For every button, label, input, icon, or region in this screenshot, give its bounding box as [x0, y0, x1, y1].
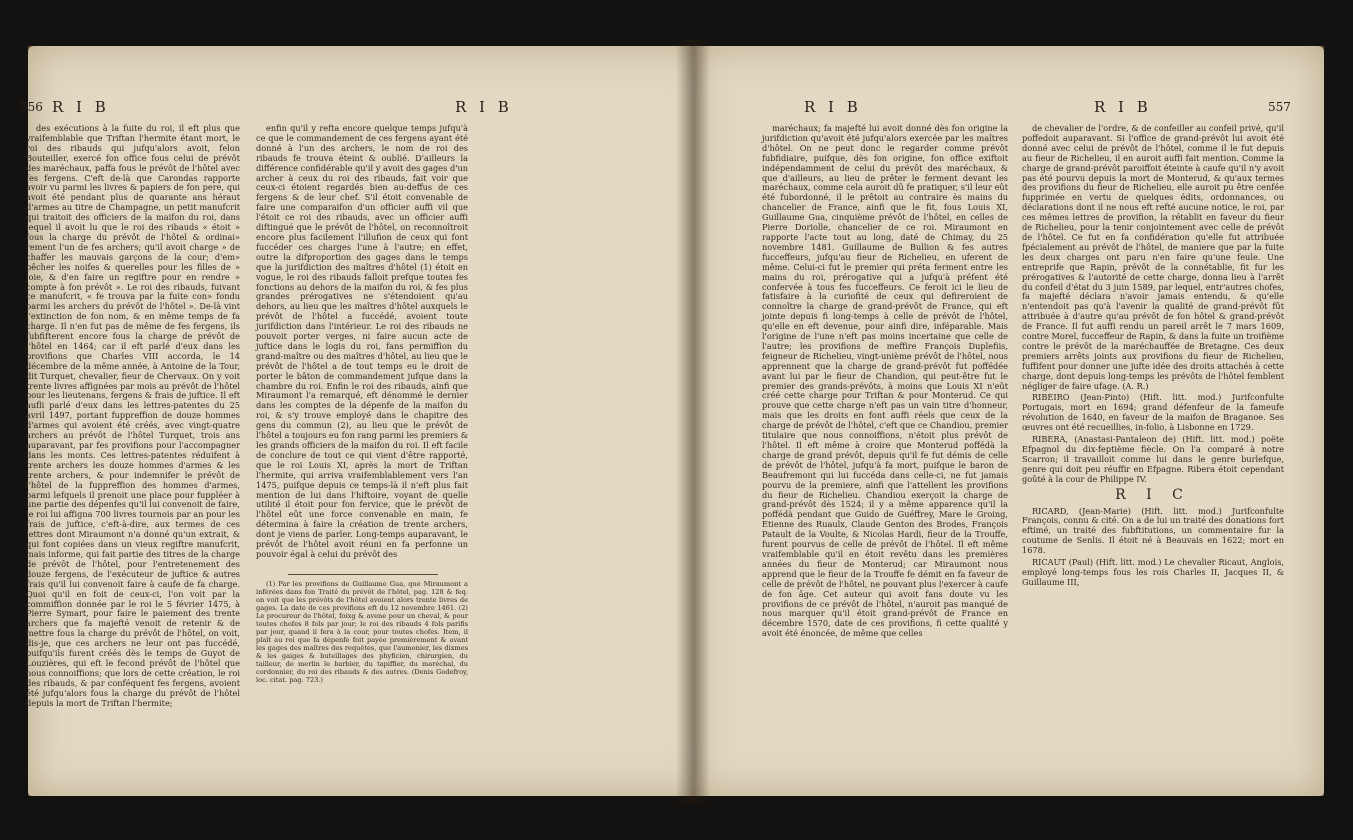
entry-ricaut: RICAUT (Paul) (Hift. litt. mod.) Le chevalier Ricaut, Anglois, employé long-temps fous les rois Charles II, Jacques II, & Guillaume III,	[1022, 557, 1284, 587]
right-column-1	[762, 124, 1008, 840]
paragraph: maréchaux; fa majefté lui avoit donné dès fon origine la jurifdiction qu'avoit été jufqu'alors exercée par les maîtres d'hôtel. On ne peut donc le regarder comme prévôt fubfidiaire, puifque, dès fon origine, fon office exiftoit indépendamment de celui du prévôt des maréchaux, & que d'ailleurs, au lieu de prêter le ferment devant les maréchaux, comme cela auroit dû fe pratiquer, s'il leur eût été fubordonné, il le prêtoit au contraire ès mains du chancelier de France, ainfi que le fit, fous Louis XI, Guillaume Gua, cinquième prévôt de l'hôtel, en celles de Pierre Doriolle, chancelier de ce roi. Miraumont en rapporte l'acte tout au long, daté de Chimay, du 25 novembre 1481. Guillaume de Bullion & fes autres fucceffeurs, jufqu'au fieur de Richelieu, en uferent de même. Celui-ci fut le premier qui préta ferment entre les mains du roi, prérogative qui a jufqu'à préfent été confervée à tous fes fucceffeurs. Ce feroit ici le lieu de fatisfaire à la curiofité de ceux qui defireroient de connoître la charge de grand-prévôt de France, qui eft jointe depuis fi long-temps à celle de prévôt de l'hôtel, qu'elle en eft devenue, pour ainfi dire, inféparable. Mais l'origine de l'une n'eft pas moins incertaine que celle de l'autre; les provifions de meffire François Duplefiis, feigneur de Richelieu, vingt-unième prévôt de l'hôtel, nous apprennent que la charge de grand-prévôt fut poffédée avant lui par le fieur de Chandion, qui peut-être fut le premier des grands-prévôts, à moins que Louis XI n'eût créé cette charge pour Triftan & pour Monterud. Ce qui prouve que cette charge n'eft pas un vain titre d'honneur, mais que les droits en font auffi réels que ceux de la charge de prévôt de l'hôtel, c'eft que ce Chandiou, premier titulaire que nous connoiffions, n'étoit plus prévôt de l'hôtel. Il eft même à croire que Monterud poffédà la charge de grand prévôt, depuis qu'il fe fut démis de celle de prévôt de l'hôtel, jufqu'à fa mort, puifque le baron de Beaufremont qui lui fuccéda dans celle-ci, ne fut jamais pourvu de la premiere, ainfi que l'attellent les provifions du fieur de Richelieu. Chandiou exerçoit la charge de grand-prévôt dès 1524; il y a même apparence qu'il la poffédà pendant que Guido de Guéffrey, Mare le Groing, Etienne des Ruaulx, Claude Genton des Brodes, François Patault de la Voulte, & Nicolas Hardi, fieur de la Trouffe, furent pourvus de celle de prévôt de l'hôtel. Il eft même vraifemblable qu'il en étoit revêtu dans les premières années du fieur de Monterud; car Miraumont nous apprend que le fieur de la Trouffe fe démit en fa faveur de celle de prévôt de l'hôtel, ne pouvant plus l'exercer à caufe de fon âge. Cet auteur qui avoit fans doute vu les provifions de ce prévôt de l'hôtel, n'auroit pas manqué de nous marquer qu'il étoit grand-prévôt de France en décembre 1570, date de ces provifions, fi cette qualité y avoit été énoncée, de même que celles	[762, 123, 1008, 639]
right-column-2	[1022, 124, 1284, 840]
paragraph: de chevalier de l'ordre, & de confeiller au confeil privé, qu'il poffedoit auparavant. Si l'office de grand-prévôt lui avoit été donné avec celui de prévôt de l'hôtel, comme il le fut depuis au fieur de Richelieu, il en auroit auffi fait mention. Comme la charge de grand-prévôt paroiffoit éteinte à caufe qu'il n'y avoit pas été pourvu depuis la mort de Monterud, & qu'aux termes des provifions du fieur de Richelieu, elle auroit pu être cenfée fupprimée en vertu de quelques édits, ordonnances, ou déclarations dont il ne nous eft refté aucune notice, le roi, par ces mêmes lettres de provifion, la rétablit en faveur du fieur de Richelieu, pour la tenir conjointement avec celle de prévôt de l'hôtel. Ce fut en fa confidération qu'elle fut attribuée fpécialement au prévôt de l'hôtel, de maniere que par la fuite les deux charges ont paru n'en faire qu'une feule. Une entreprife que Rapin, prévôt de la connétablie, fit fur les prérogatives & l'autorité de cette charge, donna lieu à l'arrêt du confeil d'état du 3 juin 1589, par lequel, entr'autres chofes, fa majefté déclara n'avoir jamais entendu, & qu'elle n'entendoit pas qu'à l'avenir la qualité de grand-prévôt fût attribuée à d'autre qu'au prévôt de fon hôtel & grand-prévôt de France. Il fut auffi rendu un pareil arrêt le 7 mars 1609, contre Morel, fucceffeur de Rapin, & dans la fuite un troifième contre le prévôt de la maréchauffée de Bretagne. Ces deux premiers arrêts joints aux provifions du fieur de Richelieu, fuffifent pour donner une jufte idée des droits attachés à cette charge, dont depuis long-temps les prévôts de l'hôtel femblent négliger de faire ufage. (A. R.)	[1022, 123, 1284, 391]
footnotes	[256, 580, 468, 810]
entry-ricard: RICARD, (Jean-Marie) (Hift. litt. mod.) Jurifconfulte François, connu & cité. On a de lui un traité des donations fort eftimé, un traité des fubftitutions, un commentaire fur la coutume de Senlis. Il étoit né à Beauvais en 1622; mort en 1678.	[1022, 505, 1284, 556]
paragraph: enfin qu'il y refta encore quelque temps jufqu'à ce que le commandement de ces fergens ayant été donné à l'un des archers, le nom de roi des ribauds fe trouva éteint & oublié. D'ailleurs la différence confidérable qu'il y avoit des gages d'un archer à ceux du roi des ribauds, fait voir que ceux-ci étoient regardés bien au-deffus de ces fergens & de leur chef. S'il étoit convenable de faire une comparaifon d'un officier auffi vil que l'étoit ce roi des ribauds, avec un officier auffi diftingué que le prévôt de l'hôtel, on reconnoîtroit encore plus facilement l'illufion de ceux qui font fuccéder ces charges l'une à l'autre; en effet, outre la difproportion des gages dans le temps que la jurifdiction des maîtres d'hôtel (1) étoit en vogue, le roi des ribauds falloit prefque toutes fes fonctions au dehors de la maifon du roi, & fes plus grandes prérogatives ne s'étendoient qu'au dehors, au lieu que les maîtres d'hôtel auxquels le prévôt de l'hôtel a fuccédé, avoient toute jurifdiction dans l'intérieur. Le roi des ribauds ne pouvoit porter verges, ni faire aucun acte de juftice dans le logis du roi, fans permiffion du grand-maître ou des maîtres d'hôtel, au lieu que le prévôt de l'hôtel a de tout temps eu le droit de porter le bâton de commandement jufque dans la chambre du roi. Enfin le roi des ribauds, ainfi que Miraumont l'a remarqué, eft dénommé le dernier dans les comptes de la dépenfe de la maifon du roi, & s'y trouve employé dans le chapitre des gens du commun (2), au lieu que le prévôt de l'hôtel a toujours eu fon rang parmi les premiers & les grands officiers de la maifon du roi. Il eft facile de conclure de tout ce qui vient d'être rapporté, que le roi Louis XI, après la mort de Triftan l'hermite, qui arriva vraifemblablement vers l'an 1475, puifque depuis ce temps-là il n'eft plus fait mention de lui dans l'hiftoire, voyant de quelle utilité il étoit pour fon fervice, que le prévôt de l'hôtel eût une force convenable en main, fe détermina à faire la création de trente archers, dont je viens de parler. Long-temps auparavant, le prévôt de l'hôtel avoit réuni en fa perfonne un pouvoir égal à celui du prévôt des	[256, 123, 468, 559]
footnote-rule	[288, 574, 438, 575]
right-page	[694, 46, 1324, 796]
running-head-right-2: R I B	[1094, 98, 1152, 116]
page-number-left: 556	[20, 100, 43, 114]
entry-ribeiro: RIBEIRO (Jean-Pinto) (Hift. litt. mod.) Jurifconfulte Portugais, mort en 1694; grand défenfeur de la fameufe révolution de 1640, en faveur de la maifon de Braganoe. Ses œuvres ont été recueillies, in-folio, à Lisbonne en 1729.	[1022, 392, 1284, 433]
entry-ribera: RIBERA, (Anastasi-Pantaleon de) (Hift. litt. mod.) poëte Efpagnol du dix-feptième fiècle. On l'a comparé à notre Scarron; il travailloit comme lui dans le genre burlefque, genre qui doit peu réuffir en Efpagne. Ribera étoit cependant goûté à la cour de Philippe IV.	[1022, 434, 1284, 484]
page-number-right: 557	[1268, 100, 1291, 114]
paragraph: des exécutions à la fuite du roi, il eft plus que vraifemblable que Triftan l'hermite étant mort, le roi des ribauds qui jufqu'alors avoit, felon Bouteiller, exercé fon office fous celui de prévôt des maréchaux, paffa fous le prévôt de l'hôtel avec fes fergens. C'eft de-là que Carondas rapporte avoir vu parmi les livres & papiers de fon pere, qui avoit été pendant plus de quarante ans héraut d'armes au titre de Champagne, un petit manufcrit qui traitoit des officiers de la maifon du roi, dans lequel il avoit lu que le roi des ribauds « étoit » fous la charge du prévôt de l'hôtel & ordinai» rement l'un de fes archers; qu'il avoit charge » de chaffer les mauvais garçons de la cour; d'em» pêcher les noifes & querelles pour les filles de » joie, & d'en faire un regiftre pour en rendre » compte à fon prévôt ». Le roi des ribauds, fuivant ce manufcrit, « fe trouva par la fuite con» fondu parmi les archers du prévôt de l'hôtel ». De-là vint l'extinction de fon nom, & en même temps de fa charge. Il n'en fut pas de même de fes fergens, ils fubfifterent encore fous la charge de prévôt de l'hôtel en 1464; car il eft parlé d'eux dans les provifions que Charles VIII accorda, le 14 décembre de la même année, à Antoine de la Tour, dit Turquet, chevalier, fieur de Chervaux. On y voit trente livres affignées par mois au prévôt de l'hôtel pour les lieutenans, fergens & frais de juftice. Il eft aufli parlé d'eux dans les lettres-patentes du 25 avril 1497, portant fuppreffion de douze hommes d'armes qui avoient été créés, avec vingt-quatre archers au prévôt de l'hôtel Turquet, trois ans auparavant, par fes provifions pour l'accompagner dans les monts. Ces lettres-patentes réduifent à trente archers les douze hommes d'armes & les trente archers, & pour indemnifer le prévôt de l'hôtel de la fuppreffion des hommes d'armes, parmi lefquels il prenoit une place pour fuppléer à une partie des dépenfes qu'il lui convenoit de faire, le roi lui affigna 700 livres tournois par an pour les frais de juftice, c'eft-à-dire, aux termes de ces lettres dont Miraumont n'a donné qu'un extrait, & qui font copiées dans un vieux regiftre manufcrit, mais informe, qui fait partie des titres de la charge de prévôt de l'hôtel, pour l'entretenement des douze fergens, de l'exécuteur de juftice & autres frais qu'il lui convenoit faire à caufe de fa charge. Quoi qu'il en foit de ceux-ci, l'on voit par la commiffion donnée par le roi le 5 février 1475, à Pierre Symart, pour faire le paiement des trente archers que fa majefté venoit de retenir & de mettre fous la charge du prévôt de l'hôtel, on voit, dis-je, que ces archers ne leur ont pas fuccédé, puifqu'ils furent créés dès le temps de Guyot de Louzières, qui eft le fecond prévôt de l'hôtel que nous connoiffions; que lors de cette création, le roi des ribauds, & par conféquent fes fergens, avoient été jufqu'alors fous la charge du prévôt de l'hôtel depuis la mort de Triftan l'hermite;	[26, 123, 240, 708]
footnote-text: (1) Par les provifions de Guillaume Gua, que Miraumont a inférées dans fon Traité du prévôt de l'hôtel, pag. 128 & feq. on voit que les prévôts de l'hôtel avoient alors trente livres de gages. La date de ces provifions eft du 12 novembre 1461. (2) Le procureur de l'hôtel, foixg & avene pour un cheval, & pour toutes chofes 8 fols par jour; le roi des ribauds 4 fols parifis par jour, quand il fera à la cour, pour toutes chofes. Item, il plaît au roi que fa dépenfe foit payée premièrement & avant les gages des maîtres des requêtes, que l'aumonier, les dixmes & les gaiges & buteillages des phyficien, chirurgien, du tailleur, de merlin le barbier, du tapiffier, du maréchal, du cordonnier, du roi des ribauds & des autres. (Denis Godefroy, loc. citat. pag. 723.)	[256, 580, 468, 684]
left-page	[20, 46, 710, 796]
book-gutter	[676, 40, 710, 804]
running-head-right-1: R I B	[804, 98, 862, 116]
running-head-left-2: R I B	[455, 98, 513, 116]
section-letter: R I C	[1115, 486, 1191, 503]
left-column-2	[256, 124, 468, 568]
left-column-1	[26, 124, 240, 840]
running-head-left-1: R I B	[52, 98, 110, 116]
